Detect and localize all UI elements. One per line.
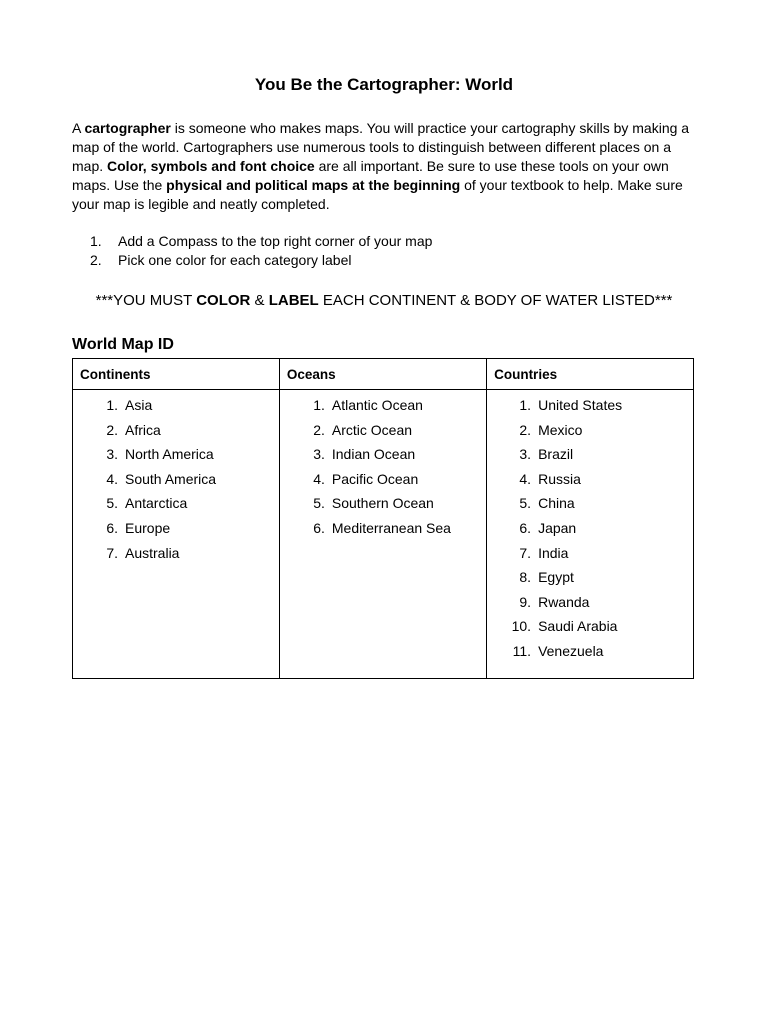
list-item-name: Japan	[538, 519, 577, 536]
list-item-name: South America	[125, 470, 217, 487]
list-item-number: 4.	[106, 470, 118, 487]
list-item	[487, 445, 693, 470]
list-item-number: 8.	[519, 569, 532, 586]
list-item-number: 6.	[519, 519, 532, 536]
instruction-steps	[90, 232, 432, 270]
list-item-name: Pacific Ocean	[331, 470, 419, 487]
intro-text-3: are all important. Be sure to use these tools on your own maps. Use the	[72, 158, 669, 193]
list-item	[487, 617, 693, 642]
list-item-name: Antarctica	[125, 495, 188, 512]
list-item	[487, 568, 693, 593]
notice-bold-1: COLOR	[196, 292, 251, 309]
header-countries: Countries	[487, 359, 694, 390]
list-item-number: 1.	[519, 397, 532, 413]
list-item	[487, 593, 693, 618]
list-item-name: Africa	[125, 421, 161, 438]
list-item-name: India	[538, 544, 569, 561]
list-item	[487, 544, 693, 569]
header-oceans: Oceans	[279, 359, 486, 390]
list-item	[73, 519, 279, 544]
list-item-name: Arctic Ocean	[331, 421, 413, 438]
table-row	[73, 390, 694, 679]
list-item-name: Asia	[125, 397, 153, 413]
list-item-name: Europe	[125, 519, 171, 536]
continents-cell	[73, 390, 280, 679]
list-item-number: 5.	[106, 495, 118, 512]
list-item-number: 1.	[106, 397, 118, 413]
list-item-name: North America	[125, 446, 214, 463]
list-item-number: 3.	[106, 446, 118, 463]
list-item	[487, 494, 693, 519]
list-item	[73, 470, 279, 495]
countries-list	[487, 396, 693, 667]
list-item-number: 2.	[106, 421, 118, 438]
list-item-number: 9.	[519, 593, 532, 610]
list-item-name: Mexico	[538, 421, 583, 438]
list-item-number: 2.	[313, 421, 325, 438]
list-item	[73, 544, 279, 569]
notice-text-1: ***YOU MUST	[95, 292, 197, 309]
oceans-list	[280, 396, 486, 544]
page-title: You Be the Cartographer: World	[254, 75, 514, 94]
continents-list	[73, 396, 279, 568]
header-continents: Continents	[73, 359, 280, 390]
intro-bold-1: cartographer	[84, 120, 171, 136]
list-item-name: Egypt	[538, 569, 574, 586]
list-item-name: United States	[538, 397, 623, 413]
intro-text-2: is someone who makes maps. You will practice your cartography skills by making a map of the world. Cartographers use numerous tools to distinguish between different places on a map.	[72, 120, 690, 174]
list-item	[487, 421, 693, 446]
list-item	[73, 445, 279, 470]
notice-bold-2: LABEL	[268, 292, 319, 309]
list-item-number: 6.	[313, 519, 325, 536]
list-item-name: Brazil	[538, 446, 574, 463]
list-item	[487, 470, 693, 495]
list-item	[280, 445, 486, 470]
list-item-number: 1.	[313, 397, 325, 413]
intro-text-4: of your textbook to help. Make sure your map is legible and neatly completed.	[72, 177, 683, 212]
notice-text-3: EACH CONTINENT & BODY OF WATER LISTED***	[318, 292, 673, 309]
list-item-name: Indian Ocean	[331, 446, 416, 463]
oceans-cell	[279, 390, 486, 679]
list-item-name: Mediterranean Sea	[331, 519, 451, 536]
table-header-row	[73, 359, 694, 390]
world-map-id-table	[72, 358, 694, 679]
intro-bold-2: Color, symbols and font choice	[107, 158, 315, 174]
list-item-number: 3.	[313, 446, 325, 463]
list-item	[280, 494, 486, 519]
list-item-number: 3.	[519, 446, 532, 463]
list-item-name: Southern Ocean	[331, 495, 434, 512]
list-item-name: Saudi Arabia	[538, 618, 618, 635]
step-item	[90, 251, 432, 270]
list-item-name: Atlantic Ocean	[331, 397, 423, 413]
step-text: Pick one color for each category label	[118, 252, 352, 268]
list-item-number: 5.	[519, 495, 532, 512]
step-number: 2.	[90, 252, 102, 268]
intro-text-1: A	[72, 120, 85, 136]
list-item-name: Australia	[125, 544, 180, 561]
countries-cell	[487, 390, 694, 679]
list-item-name: Rwanda	[538, 593, 590, 610]
list-item-number: 10.	[511, 618, 532, 635]
step-number: 1.	[90, 233, 102, 249]
list-item	[73, 421, 279, 446]
list-item	[487, 396, 693, 421]
list-item	[487, 519, 693, 544]
list-item	[280, 519, 486, 544]
list-item	[73, 396, 279, 421]
list-item-number: 4.	[313, 470, 325, 487]
list-item	[280, 470, 486, 495]
section-title: World Map ID	[72, 336, 174, 353]
color-label-notice	[0, 292, 768, 309]
list-item-name: Venezuela	[538, 642, 604, 659]
list-item-name: Russia	[538, 470, 581, 487]
list-item-number: 5.	[313, 495, 325, 512]
list-item	[73, 494, 279, 519]
list-item-number: 7.	[106, 544, 118, 561]
step-text: Add a Compass to the top right corner of your map	[118, 233, 433, 249]
intro-paragraph	[72, 119, 696, 214]
list-item-number: 6.	[106, 519, 118, 536]
list-item-number: 2.	[519, 421, 532, 438]
list-item	[280, 421, 486, 446]
list-item	[280, 396, 486, 421]
list-item	[487, 642, 693, 667]
intro-bold-3: physical and political maps at the beginning	[166, 177, 461, 193]
list-item-number: 11.	[512, 642, 532, 659]
step-item	[90, 232, 432, 251]
notice-text-2: &	[250, 292, 269, 309]
list-item-number: 7.	[519, 544, 532, 561]
list-item-name: China	[538, 495, 575, 512]
list-item-number: 4.	[519, 470, 532, 487]
